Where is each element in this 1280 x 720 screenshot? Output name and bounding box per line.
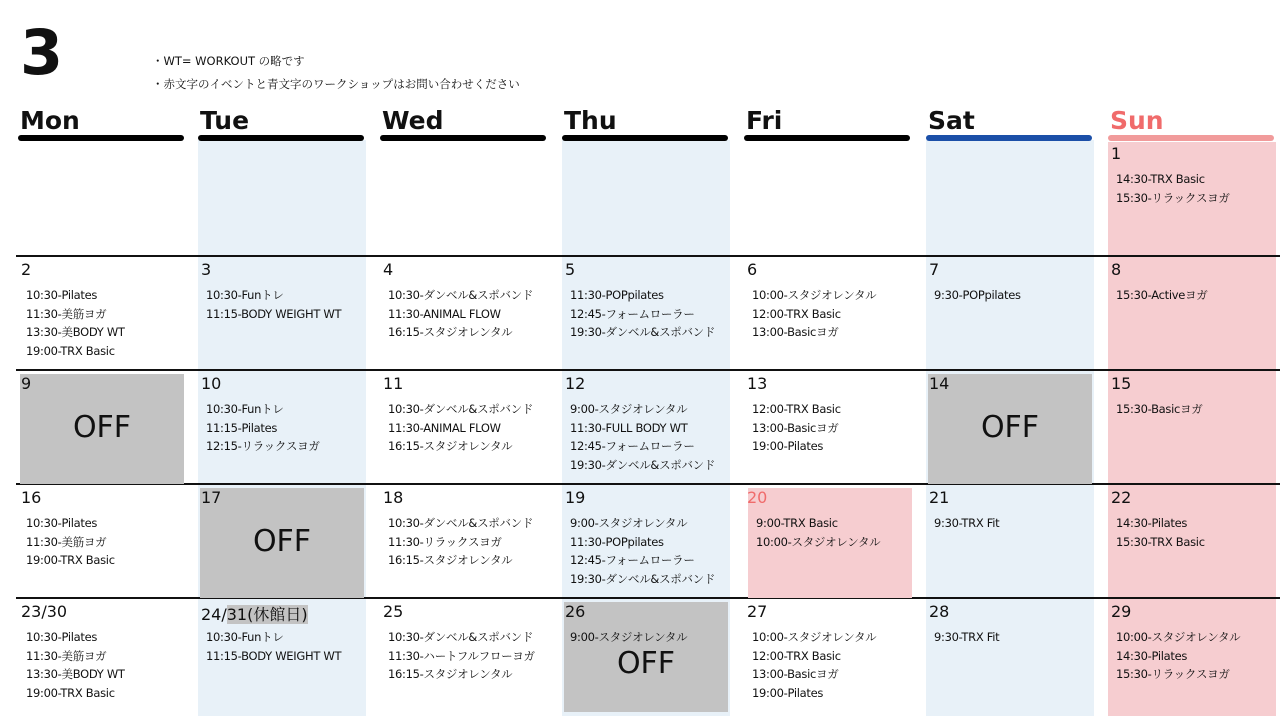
day-number	[21, 374, 31, 393]
day-header-wed	[380, 108, 548, 133]
event-item[interactable]: 12:45-フォームローラー	[570, 306, 695, 321]
day-cell[interactable]	[380, 600, 548, 712]
event-item[interactable]: 13:30-美BODY WT	[26, 667, 125, 681]
day-cell[interactable]	[744, 372, 912, 484]
event-list	[752, 628, 876, 702]
day-cell[interactable]	[926, 258, 1094, 370]
day-number-text: 28	[929, 602, 950, 621]
event-item[interactable]: 11:15-BODY WEIGHT WT	[206, 648, 342, 663]
day-number	[929, 374, 949, 393]
day-number	[747, 374, 767, 393]
day-number	[201, 260, 211, 279]
day-cell[interactable]	[562, 372, 730, 484]
week-divider	[16, 255, 1280, 257]
event-list	[570, 400, 715, 474]
day-number-text: 16	[21, 488, 42, 507]
day-cell[interactable]	[562, 600, 730, 712]
event-item[interactable]: 12:00-TRX Basic	[752, 648, 841, 663]
day-cell[interactable]	[198, 258, 366, 370]
day-header-underline	[926, 135, 1092, 141]
day-header-label: Tue	[200, 106, 250, 135]
event-item[interactable]: 10:00-スタジオレンタル	[752, 288, 877, 302]
event-item[interactable]: 12:45-フォームローラー	[570, 439, 695, 453]
day-number	[929, 602, 949, 621]
event-list	[934, 628, 999, 647]
event-list	[206, 286, 341, 323]
day-cell[interactable]	[744, 142, 912, 254]
event-list	[752, 286, 876, 342]
event-item[interactable]: 13:30-美BODY WT	[26, 325, 125, 339]
note-wt: ・WT= WORKOUT の略です	[152, 54, 305, 68]
event-list	[570, 628, 687, 647]
day-number	[565, 488, 585, 507]
day-cell[interactable]	[926, 600, 1094, 712]
day-header-fri	[744, 108, 912, 133]
day-cell[interactable]	[562, 258, 730, 370]
event-item[interactable]: 11:30-美筋ヨガ	[26, 648, 107, 663]
event-list	[1116, 170, 1230, 207]
event-item[interactable]: 15:30-Activeヨガ	[1116, 288, 1208, 302]
event-item[interactable]: 19:30-ダンベル&スポバンド	[570, 325, 716, 339]
day-cell[interactable]	[1108, 486, 1276, 598]
day-number-text: 10	[201, 374, 222, 393]
day-number-text: 6	[747, 260, 758, 279]
event-item[interactable]: 9:30-TRX Fit	[934, 516, 1000, 530]
event-item[interactable]: 10:30-ダンベル&スポバンド	[388, 288, 534, 302]
event-item[interactable]: 9:30-POPpilates	[934, 288, 1021, 302]
day-number-text: 27	[747, 602, 768, 621]
day-number-text: 13	[747, 374, 768, 393]
day-cell[interactable]	[198, 372, 366, 484]
day-number-text: 23/30	[21, 602, 68, 621]
event-item[interactable]: 15:30-TRX Basic	[1116, 534, 1205, 549]
event-list	[26, 286, 125, 360]
day-header-label: Wed	[382, 106, 444, 135]
event-item[interactable]: 16:15-スタジオレンタル	[388, 325, 513, 339]
event-item[interactable]: 11:30-FULL BODY WT	[570, 420, 688, 435]
day-header-underline	[198, 135, 364, 141]
event-item[interactable]: 19:30-ダンベル&スポバンド	[570, 457, 716, 472]
day-number	[383, 374, 403, 393]
day-header-label: Sat	[928, 106, 975, 135]
event-item[interactable]: 10:30-ダンベル&スポバンド	[388, 630, 534, 644]
day-header-label: Thu	[564, 106, 617, 135]
day-number	[201, 602, 308, 625]
day-number	[1111, 260, 1121, 279]
event-list	[1116, 514, 1205, 551]
day-cell[interactable]	[198, 600, 366, 712]
day-header-sat	[926, 108, 1094, 133]
day-cell[interactable]	[562, 486, 730, 598]
day-header-label: Fri	[746, 106, 783, 135]
day-cell[interactable]	[562, 142, 730, 254]
event-list	[752, 400, 841, 456]
day-number	[747, 260, 757, 279]
event-item[interactable]: 16:15-スタジオレンタル	[388, 667, 513, 681]
day-number	[1111, 488, 1131, 507]
day-number	[1111, 602, 1131, 621]
day-cell[interactable]	[926, 372, 1094, 484]
day-number-text: 3	[201, 260, 212, 279]
day-number-text: 11	[383, 374, 404, 393]
event-item[interactable]: 10:30-Funトレ	[206, 288, 284, 302]
event-list	[1116, 400, 1202, 419]
event-list	[206, 628, 341, 665]
event-item[interactable]: 10:30-Pilates	[26, 516, 98, 530]
event-item[interactable]: 10:00-スタジオレンタル	[756, 534, 881, 549]
off-label: OFF	[252, 524, 312, 559]
event-item[interactable]: 11:30-美筋ヨガ	[26, 306, 107, 321]
day-header-underline	[562, 135, 728, 141]
day-cell[interactable]	[198, 486, 366, 598]
day-number-text: 22	[1111, 488, 1132, 507]
event-item[interactable]: 14:30-TRX Basic	[1116, 172, 1205, 186]
event-item[interactable]: 11:15-Pilates	[206, 420, 278, 435]
day-cell[interactable]	[18, 486, 186, 598]
event-item[interactable]: 11:30-ハートフルフローヨガ	[388, 648, 535, 663]
day-number-text: 14	[929, 374, 950, 393]
day-number	[201, 488, 221, 507]
day-header-mon	[18, 108, 186, 133]
event-list	[934, 286, 1021, 305]
event-item[interactable]: 11:30-POPpilates	[570, 534, 664, 549]
off-label: OFF	[72, 410, 132, 445]
day-header-tue	[198, 108, 366, 133]
day-header-underline	[1108, 135, 1274, 141]
day-number-text: 26	[565, 602, 586, 621]
event-item[interactable]: 16:15-スタジオレンタル	[388, 553, 513, 567]
event-item[interactable]: 11:15-BODY WEIGHT WT	[206, 306, 342, 321]
day-number	[383, 488, 403, 507]
day-cell[interactable]	[18, 372, 186, 484]
event-item[interactable]: 10:30-ダンベル&スポバンド	[388, 402, 534, 416]
event-item[interactable]: 9:00-スタジオレンタル	[570, 630, 688, 644]
event-item[interactable]: 10:30-Funトレ	[206, 630, 284, 644]
month-number: 3	[20, 16, 62, 89]
event-item[interactable]: 12:00-TRX Basic	[752, 306, 841, 321]
event-list	[570, 514, 715, 588]
event-item[interactable]: 19:30-ダンベル&スポバンド	[570, 571, 716, 586]
event-list	[1116, 286, 1207, 305]
day-header-thu	[562, 108, 730, 133]
day-cell[interactable]	[18, 258, 186, 370]
event-item[interactable]: 9:00-TRX Basic	[756, 516, 838, 530]
day-number-text: 12	[565, 374, 586, 393]
day-cell[interactable]	[1108, 142, 1276, 254]
event-item[interactable]: 10:30-ダンベル&スポバンド	[388, 516, 534, 530]
closed-day-label: 31(休館日)	[226, 605, 308, 624]
day-cell[interactable]	[380, 142, 548, 254]
day-cell[interactable]	[744, 486, 912, 598]
day-cell[interactable]	[1108, 258, 1276, 370]
day-cell[interactable]	[744, 600, 912, 712]
day-number-text: 1	[1111, 144, 1122, 163]
event-item[interactable]: 9:00-スタジオレンタル	[570, 516, 688, 530]
day-cell[interactable]	[380, 258, 548, 370]
day-cell[interactable]	[380, 486, 548, 598]
event-list	[934, 514, 999, 533]
day-number	[21, 602, 67, 621]
event-item[interactable]: 15:30-リラックスヨガ	[1116, 667, 1230, 681]
event-item[interactable]: 10:00-スタジオレンタル	[1116, 630, 1241, 644]
event-list	[388, 286, 533, 342]
day-number-text: 24/	[201, 605, 227, 624]
event-item[interactable]: 15:30-リラックスヨガ	[1116, 190, 1230, 205]
day-cell[interactable]	[198, 142, 366, 254]
event-item[interactable]: 19:00-TRX Basic	[26, 343, 115, 358]
event-item[interactable]: 10:30-Funトレ	[206, 402, 284, 416]
event-item[interactable]: 12:45-フォームローラー	[570, 553, 695, 567]
day-number	[565, 602, 585, 621]
day-cell[interactable]	[926, 142, 1094, 254]
day-number	[21, 488, 41, 507]
day-number-text: 15	[1111, 374, 1132, 393]
day-number-text: 9	[21, 374, 32, 393]
day-header-underline	[18, 135, 184, 141]
day-number	[929, 488, 949, 507]
day-cell[interactable]	[380, 372, 548, 484]
day-number	[565, 374, 585, 393]
day-cell[interactable]	[18, 600, 186, 712]
event-item[interactable]: 12:15-リラックスヨガ	[206, 439, 320, 453]
event-item[interactable]: 15:30-Basicヨガ	[1116, 402, 1203, 416]
event-item[interactable]: 10:30-Pilates	[26, 630, 98, 644]
day-number-text: 17	[201, 488, 222, 507]
off-label: OFF	[980, 410, 1040, 445]
event-list	[756, 514, 880, 551]
event-item[interactable]: 11:30-ANIMAL FLOW	[388, 420, 501, 435]
event-list	[388, 628, 535, 684]
day-cell[interactable]	[1108, 372, 1276, 484]
event-item[interactable]: 14:30-Pilates	[1116, 516, 1188, 530]
day-number	[565, 260, 575, 279]
event-item[interactable]: 19:00-Pilates	[752, 439, 824, 453]
event-item[interactable]: 9:30-TRX Fit	[934, 630, 1000, 644]
day-number	[747, 488, 767, 507]
day-header-underline	[744, 135, 910, 141]
day-header-label: Sun	[1110, 106, 1164, 135]
event-item[interactable]: 19:00-TRX Basic	[26, 685, 115, 700]
event-item[interactable]: 13:00-Basicヨガ	[752, 420, 839, 435]
event-list	[1116, 628, 1240, 684]
off-label: OFF	[616, 646, 676, 681]
day-cell[interactable]	[1108, 600, 1276, 712]
day-header-label: Mon	[20, 106, 80, 135]
event-item[interactable]: 19:00-Pilates	[752, 685, 824, 700]
event-item[interactable]: 11:30-リラックスヨガ	[388, 534, 502, 549]
day-number	[21, 260, 31, 279]
day-cell[interactable]	[926, 486, 1094, 598]
day-number-text: 8	[1111, 260, 1122, 279]
event-list	[388, 400, 533, 456]
event-item[interactable]: 10:00-スタジオレンタル	[752, 630, 877, 644]
event-item[interactable]: 11:30-美筋ヨガ	[26, 534, 107, 549]
day-number-text: 18	[383, 488, 404, 507]
day-number	[929, 260, 939, 279]
day-number	[383, 260, 393, 279]
event-item[interactable]: 12:00-TRX Basic	[752, 402, 841, 416]
note-inquiry: ・赤文字のイベントと青文字のワークショップはお問い合わせください	[152, 77, 520, 91]
day-number-text: 21	[929, 488, 950, 507]
event-item[interactable]: 13:00-Basicヨガ	[752, 667, 839, 681]
event-item[interactable]: 14:30-Pilates	[1116, 648, 1188, 663]
day-header-sun	[1108, 108, 1276, 133]
day-number	[1111, 144, 1121, 163]
day-number	[383, 602, 403, 621]
day-number	[747, 602, 767, 621]
day-number-text: 2	[21, 260, 32, 279]
day-number-text: 5	[565, 260, 576, 279]
event-list	[206, 400, 320, 456]
event-item[interactable]: 16:15-スタジオレンタル	[388, 439, 513, 453]
day-number	[201, 374, 221, 393]
event-list	[570, 286, 715, 342]
event-item[interactable]: 10:30-Pilates	[26, 288, 98, 302]
event-item[interactable]: 9:00-スタジオレンタル	[570, 402, 688, 416]
day-number-text: 7	[929, 260, 940, 279]
event-item[interactable]: 11:30-POPpilates	[570, 288, 664, 302]
event-item[interactable]: 11:30-ANIMAL FLOW	[388, 306, 501, 321]
day-number-text: 19	[565, 488, 586, 507]
event-item[interactable]: 13:00-Basicヨガ	[752, 325, 839, 339]
day-number	[1111, 374, 1131, 393]
day-number-text: 4	[383, 260, 394, 279]
day-number-text: 20	[747, 488, 768, 507]
event-list	[26, 514, 115, 570]
day-header-underline	[380, 135, 546, 141]
event-list	[26, 628, 125, 702]
day-cell[interactable]	[744, 258, 912, 370]
day-number-text: 25	[383, 602, 404, 621]
event-list	[388, 514, 533, 570]
event-item[interactable]: 19:00-TRX Basic	[26, 553, 115, 567]
day-cell[interactable]	[18, 142, 186, 254]
day-number-text: 29	[1111, 602, 1132, 621]
